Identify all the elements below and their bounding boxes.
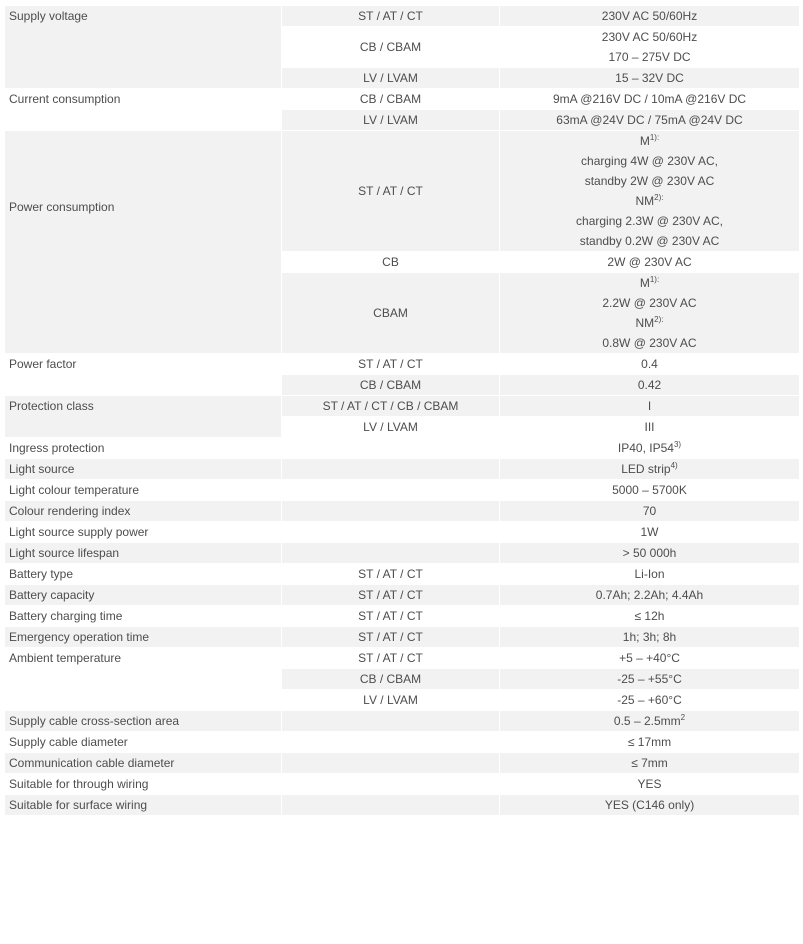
value-line [504, 151, 795, 171]
parameter-name: Protection class [5, 396, 282, 438]
table-row [5, 438, 800, 459]
parameter-name: Battery charging time [5, 606, 282, 627]
value-text: 1W [640, 525, 659, 539]
value-line [504, 47, 795, 67]
value-text: YES [637, 777, 662, 791]
table-row [5, 543, 800, 564]
table-row [5, 501, 800, 522]
variant-cell [282, 795, 500, 816]
value-line [504, 313, 795, 333]
variant-cell: ST / AT / CT [282, 6, 500, 27]
value-cell [500, 459, 800, 480]
value-line [504, 211, 795, 231]
footnote-marker: 1): [649, 275, 660, 284]
value-cell [500, 396, 800, 417]
value-line [504, 606, 795, 626]
variant-cell: LV / LVAM [282, 68, 500, 89]
parameter-name: Suitable for through wiring [5, 774, 282, 795]
value-text: III [644, 420, 655, 434]
variant-cell [282, 774, 500, 795]
value-text: 63mA @24V DC / 75mA @24V DC [556, 113, 743, 127]
value-cell [500, 273, 800, 354]
variant-cell: CBAM [282, 273, 500, 354]
table-row [5, 564, 800, 585]
value-line [504, 396, 795, 416]
value-line [504, 89, 795, 109]
value-line [504, 774, 795, 794]
value-text: Li-Ion [634, 567, 665, 581]
parameter-name: Ambient temperature [5, 648, 282, 711]
variant-cell: ST / AT / CT [282, 606, 500, 627]
table-row [5, 522, 800, 543]
value-cell [500, 501, 800, 522]
footnote-marker: 1): [649, 133, 660, 142]
table-row [5, 131, 800, 252]
value-text: 170 – 275V DC [608, 50, 691, 64]
parameter-name: Battery type [5, 564, 282, 585]
value-text: 0.7Ah; 2.2Ah; 4.4Ah [595, 588, 704, 602]
parameter-name: Light source supply power [5, 522, 282, 543]
table-row [5, 732, 800, 753]
value-cell [500, 690, 800, 711]
value-text: -25 – +60°C [617, 693, 682, 707]
parameter-name: Ingress protection [5, 438, 282, 459]
value-line [504, 252, 795, 272]
value-line [504, 564, 795, 584]
value-cell [500, 354, 800, 375]
value-text: charging 4W @ 230V AC, [581, 154, 718, 168]
value-line [504, 6, 795, 26]
value-text: I [647, 399, 652, 413]
specifications-body [5, 6, 800, 816]
value-cell [500, 606, 800, 627]
table-row [5, 627, 800, 648]
value-text: -25 – +55°C [617, 672, 682, 686]
value-text: 230V AC 50/60Hz [601, 30, 698, 44]
parameter-name: Light colour temperature [5, 480, 282, 501]
value-line [504, 690, 795, 710]
value-line [504, 627, 795, 647]
value-line [504, 417, 795, 437]
value-cell [500, 89, 800, 110]
table-row [5, 89, 800, 110]
variant-cell: ST / AT / CT [282, 354, 500, 375]
table-row [5, 648, 800, 669]
value-line [504, 354, 795, 374]
value-cell [500, 522, 800, 543]
variant-cell: ST / AT / CT [282, 131, 500, 252]
value-text: > 50 000h [622, 546, 677, 560]
variant-cell: LV / LVAM [282, 690, 500, 711]
value-line [504, 27, 795, 47]
value-cell [500, 795, 800, 816]
parameter-name: Current consumption [5, 89, 282, 131]
parameter-name: Supply cable cross-section area [5, 711, 282, 732]
value-cell [500, 732, 800, 753]
table-row [5, 354, 800, 375]
value-line [504, 333, 795, 353]
parameter-name: Suitable for surface wiring [5, 795, 282, 816]
value-text: 0.5 – 2.5mm [613, 714, 681, 728]
value-cell [500, 564, 800, 585]
variant-cell: ST / AT / CT [282, 585, 500, 606]
footnote-marker: 3) [673, 440, 682, 449]
table-row [5, 606, 800, 627]
value-text: 1h; 3h; 8h [622, 630, 677, 644]
variant-cell: LV / LVAM [282, 110, 500, 131]
value-line [504, 732, 795, 752]
footnote-marker: 4) [670, 461, 678, 470]
value-line [504, 131, 795, 151]
variant-cell: CB / CBAM [282, 27, 500, 68]
table-row [5, 6, 800, 27]
table-row [5, 774, 800, 795]
footnote-marker: 2): [654, 315, 664, 324]
value-line [504, 231, 795, 251]
value-line [504, 585, 795, 605]
value-text: ≤ 17mm [627, 735, 672, 749]
value-cell [500, 438, 800, 459]
value-text: IP40, IP54 [617, 441, 674, 455]
parameter-name: Colour rendering index [5, 501, 282, 522]
variant-cell [282, 480, 500, 501]
parameter-name: Light source lifespan [5, 543, 282, 564]
value-line [504, 711, 795, 731]
value-text: LED strip [621, 462, 671, 476]
parameter-name: Emergency operation time [5, 627, 282, 648]
value-text: 0.42 [637, 378, 662, 392]
footnote-marker: 2 [680, 713, 686, 722]
parameter-name: Power consumption [5, 131, 282, 354]
value-line [504, 293, 795, 313]
value-line [504, 191, 795, 211]
value-text: 230V AC 50/60Hz [601, 9, 698, 23]
table-row [5, 795, 800, 816]
value-cell [500, 68, 800, 89]
value-text: 2.2W @ 230V AC [602, 296, 697, 310]
value-text: 9mA @216V DC / 10mA @216V DC [552, 92, 747, 106]
value-cell [500, 110, 800, 131]
value-cell [500, 627, 800, 648]
value-line [504, 753, 795, 773]
value-line [504, 795, 795, 815]
value-line [504, 171, 795, 191]
value-text: +5 – +40°C [619, 651, 680, 665]
value-line [504, 480, 795, 500]
value-line [504, 669, 795, 689]
variant-cell [282, 501, 500, 522]
variant-cell: ST / AT / CT [282, 627, 500, 648]
value-text: standby 2W @ 230V AC [584, 174, 715, 188]
table-row [5, 459, 800, 480]
value-text: 0.8W @ 230V AC [602, 336, 697, 350]
value-text: ≤ 7mm [631, 756, 668, 770]
variant-cell: CB / CBAM [282, 89, 500, 110]
value-line [504, 522, 795, 542]
value-line [504, 501, 795, 521]
value-text: NM [635, 316, 655, 330]
value-cell [500, 417, 800, 438]
table-row [5, 480, 800, 501]
table-row [5, 585, 800, 606]
table-row [5, 396, 800, 417]
variant-cell [282, 522, 500, 543]
value-text: M [639, 276, 650, 290]
value-cell [500, 585, 800, 606]
variant-cell [282, 753, 500, 774]
variant-cell: ST / AT / CT [282, 648, 500, 669]
value-line [504, 438, 795, 458]
value-cell [500, 753, 800, 774]
value-line [504, 375, 795, 395]
value-text: YES (C146 only) [604, 798, 695, 812]
parameter-name: Supply cable diameter [5, 732, 282, 753]
value-text: 5000 – 5700K [612, 483, 687, 497]
value-line [504, 273, 795, 293]
value-cell [500, 480, 800, 501]
value-cell [500, 6, 800, 27]
value-cell [500, 543, 800, 564]
parameter-name: Supply voltage [5, 6, 282, 89]
value-cell [500, 252, 800, 273]
value-cell [500, 774, 800, 795]
value-text: NM [635, 194, 655, 208]
variant-cell: ST / AT / CT [282, 564, 500, 585]
footnote-marker: 2): [654, 193, 664, 202]
value-text: 0.4 [641, 357, 658, 371]
value-text: ≤ 12h [634, 609, 665, 623]
value-line [504, 648, 795, 668]
value-cell [500, 375, 800, 396]
variant-cell: CB / CBAM [282, 375, 500, 396]
value-line [504, 68, 795, 88]
parameter-name: Light source [5, 459, 282, 480]
value-cell [500, 669, 800, 690]
value-cell [500, 131, 800, 252]
value-text: M [639, 134, 650, 148]
value-text: 2W @ 230V AC [607, 255, 692, 269]
value-cell [500, 711, 800, 732]
value-text: charging 2.3W @ 230V AC, [576, 214, 723, 228]
value-text: 15 – 32V DC [615, 71, 684, 85]
table-row [5, 753, 800, 774]
value-text: standby 0.2W @ 230V AC [579, 234, 720, 248]
parameter-name: Battery capacity [5, 585, 282, 606]
value-line [504, 110, 795, 130]
variant-cell [282, 732, 500, 753]
value-line [504, 459, 795, 479]
specifications-table [4, 5, 800, 816]
variant-cell [282, 543, 500, 564]
value-cell [500, 27, 800, 68]
parameter-name: Power factor [5, 354, 282, 396]
value-cell [500, 648, 800, 669]
value-text: 70 [642, 504, 657, 518]
variant-cell: CB [282, 252, 500, 273]
variant-cell [282, 459, 500, 480]
parameter-name: Communication cable diameter [5, 753, 282, 774]
variant-cell [282, 438, 500, 459]
variant-cell: ST / AT / CT / CB / CBAM [282, 396, 500, 417]
variant-cell [282, 711, 500, 732]
value-line [504, 543, 795, 563]
table-row [5, 711, 800, 732]
variant-cell: CB / CBAM [282, 669, 500, 690]
variant-cell: LV / LVAM [282, 417, 500, 438]
